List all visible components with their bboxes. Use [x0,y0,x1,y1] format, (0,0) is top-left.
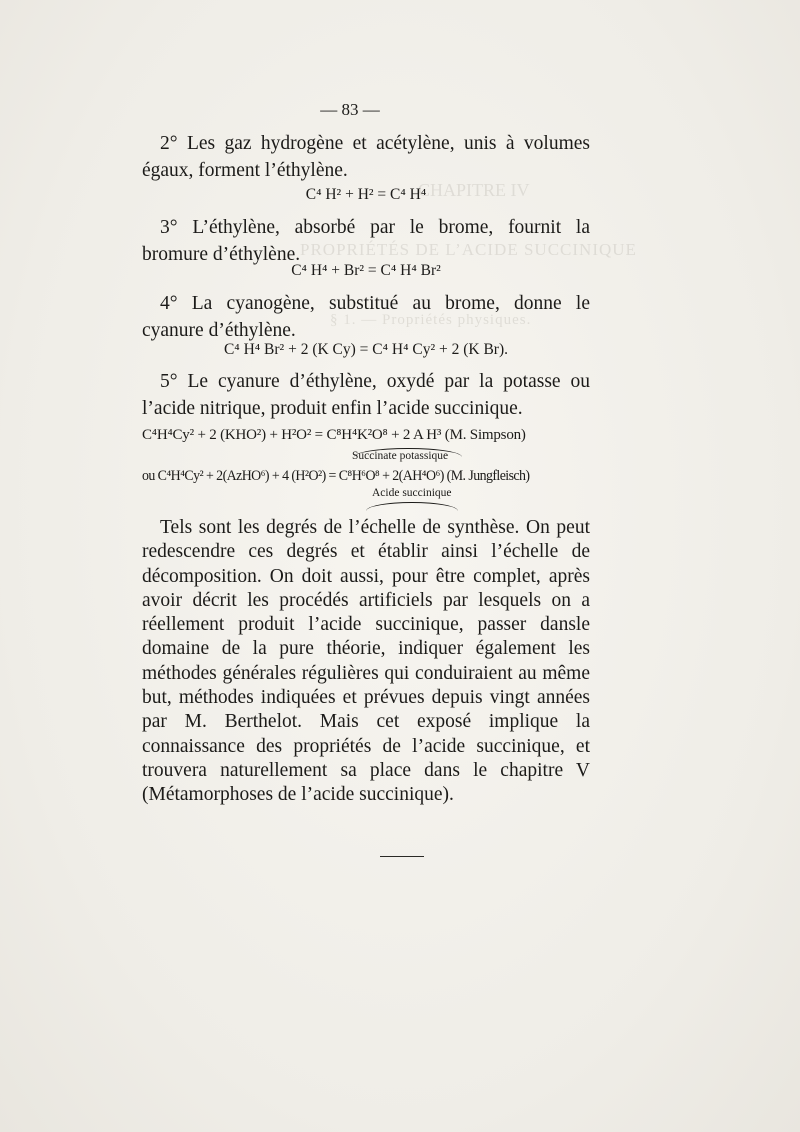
page-number: — 83 — [320,100,380,119]
equation-3: C⁴ H⁴ Br² + 2 (K Cy) = C⁴ H⁴ Cy² + 2 (K Br). [223,341,509,358]
brace-acide [366,502,458,511]
paragraph-conclusion: Tels sont les degrés de l’échelle de synthèse. On peut redescendre ces degrés et établir ainsi l’échelle de décomposition. On doit aussi, pour être complet, après avoir décrit les procédés artificiels par lesquels on a réellement produit l’acide succinique, passer dansle domaine de la pure théorie, indiquer également les méthodes générales régulières qui conduiraient au même but, méthodes indiquées et prévues depuis vingt années par M. Berthelot. Mais cet exposé implique la connaissance des propriétés de l’acide succinique, et trouvera naturellement sa place dans le chapitre V (Métamorphoses de l’acide succinique). [142,517,590,806]
equation-2: C⁴ H⁴ + Br² = C⁴ H⁴ Br² [291,262,441,279]
paragraph-4: 4° La cyanogène, substitué au brome, donne le cyanure d’éthylène. [142,293,590,341]
equation-4: C⁴H⁴Cy² + 2 (KHO²) + H²O² = C⁸H⁴K²O⁸ + 2 A H³ (M. Simpson) [142,427,526,443]
bleed-through-heading: CHAPITRE IV [418,180,530,200]
closing-rule [380,856,424,857]
paragraph-3: 3° L’éthylène, absorbé par le brome, fournit la bromure d’éthylène. [142,217,590,265]
equation-1: C⁴ H² + H² = C⁴ H⁴ [305,186,427,203]
label-succinate-potassique: Succinate potassique [352,450,449,462]
paragraph-2: 2° Les gaz hydrogène et acétylène, unis à volumes égaux, forment l’éthylène. [142,133,590,181]
equation-5: ou C⁴H⁴Cy² + 2(AzHO⁶) + 4 (H²O²) = C⁸H⁶O⁸ + 2(AH⁴O⁶) (M. Jungfleisch) [142,468,530,484]
paragraph-5: 5° Le cyanure d’éthylène, oxydé par la potasse ou l’acide nitrique, produit enfin l’acide succinique. [142,371,590,419]
label-acide-succinique: Acide succinique [372,487,452,499]
bleed-through-section: § 1. — Propriétés physiques. [330,312,532,328]
bleed-through-title: PROPRIÉTÉS DE L’ACIDE SUCCINIQUE [300,240,637,259]
